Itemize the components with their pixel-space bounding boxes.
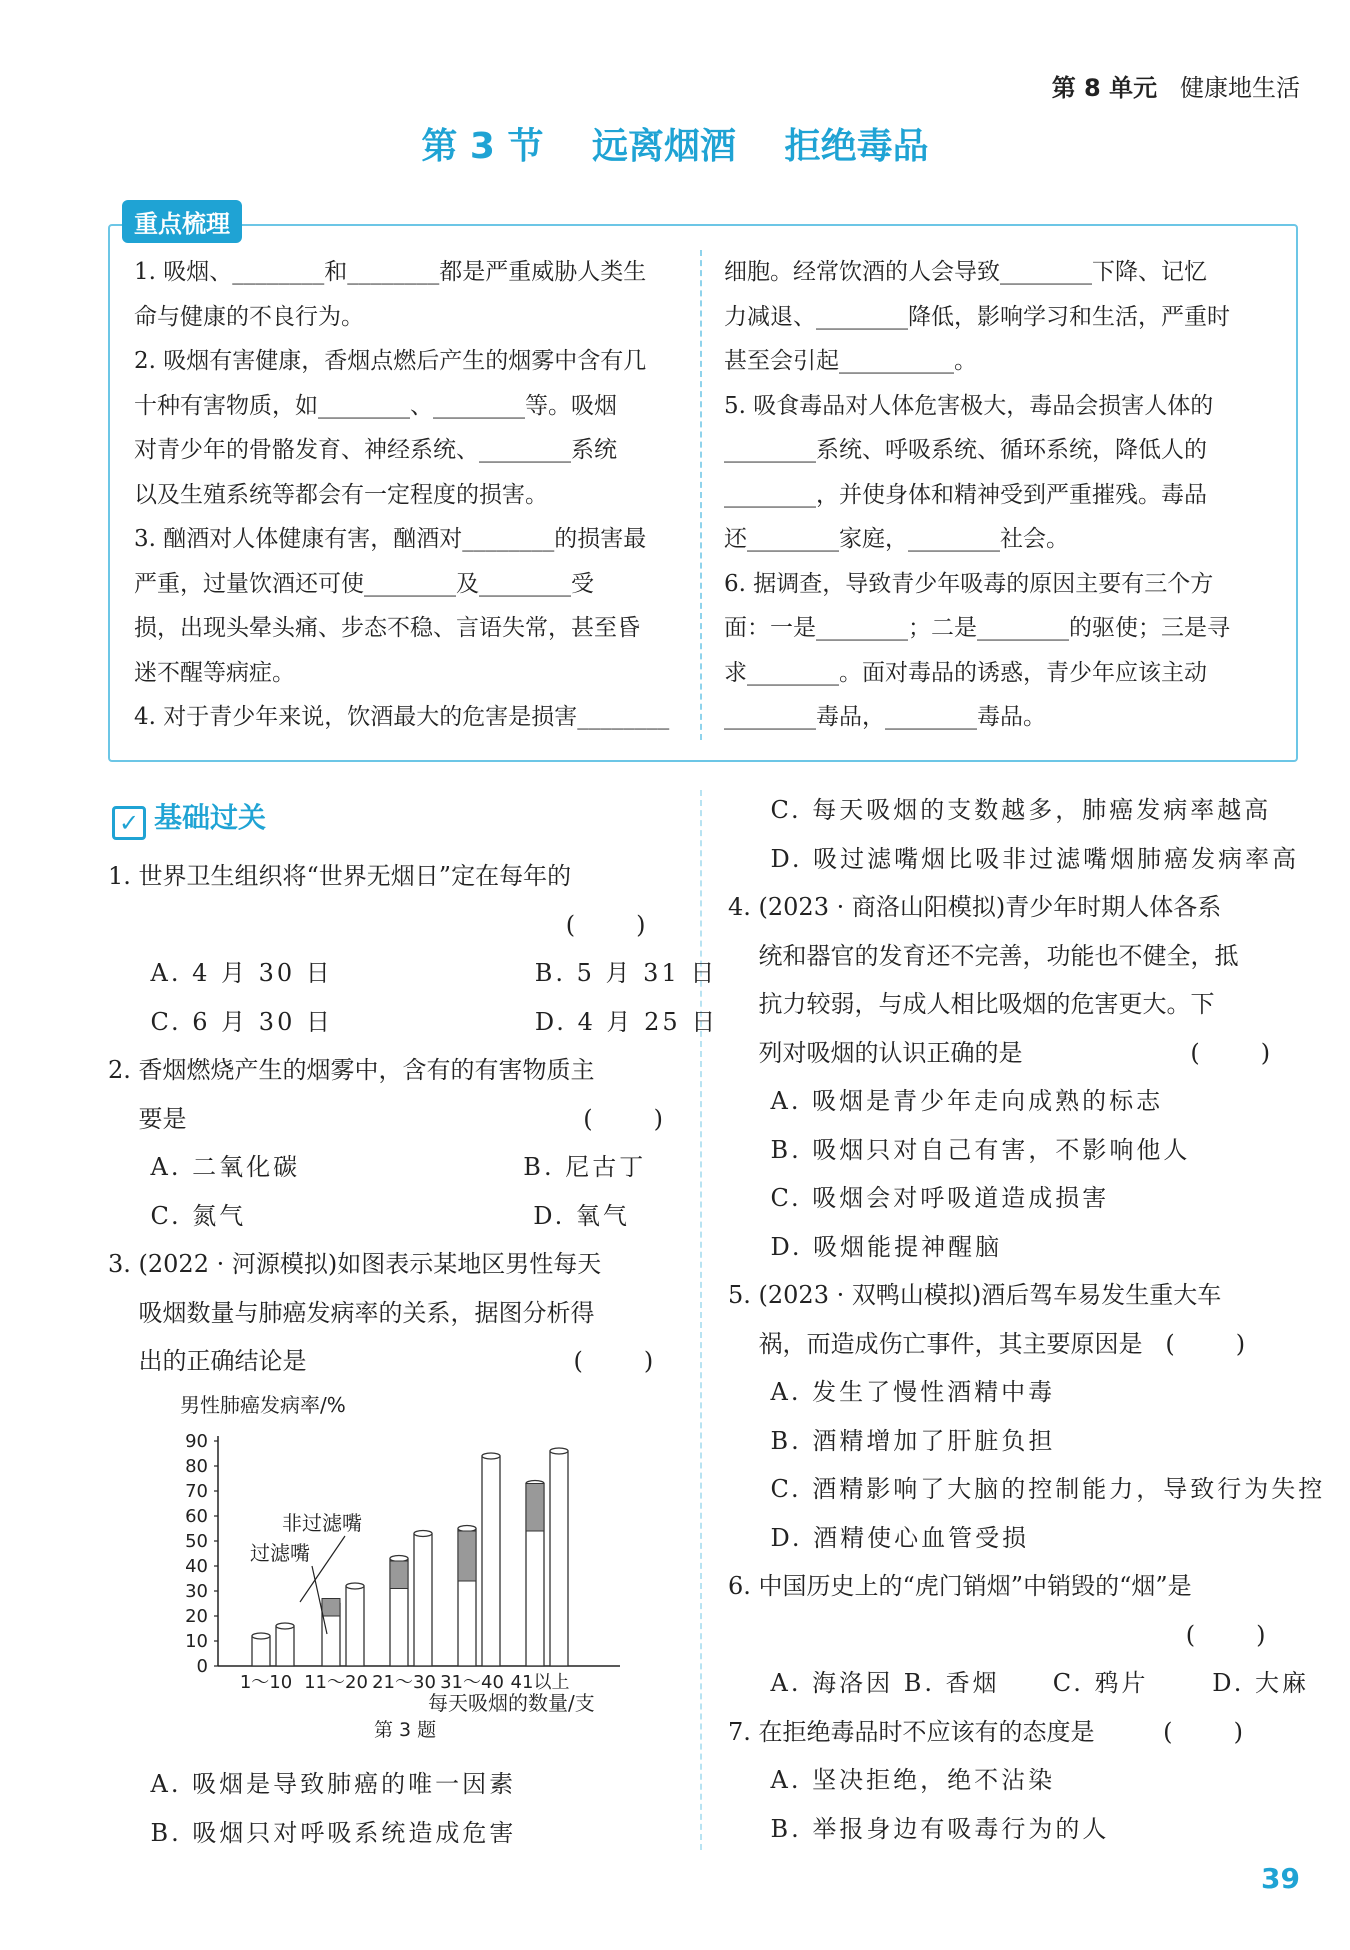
y-tick-label: 0 xyxy=(196,1656,208,1677)
page-number: 39 xyxy=(1261,1862,1300,1895)
right-questions xyxy=(728,786,1326,1853)
option-line: A. 发生了慢性酒精中毒 xyxy=(728,1378,1056,1406)
option-line: C. 氮气 D. 氧气 xyxy=(108,1201,630,1230)
column-divider xyxy=(700,790,702,1850)
kp-line: 力减退、________降低，影响学习和生活，严重时 xyxy=(724,303,1230,330)
unit-title: 健康地生活 xyxy=(1180,74,1300,102)
lung-cancer-chart xyxy=(150,1388,650,1738)
bar-top xyxy=(550,1448,568,1454)
page-title xyxy=(0,118,1350,169)
y-tick-label: 40 xyxy=(185,1556,208,1577)
y-tick-label: 20 xyxy=(185,1606,208,1627)
kp-line: ________，并使身体和精神受到严重摧残。毒品 xyxy=(724,481,1207,508)
bar-top xyxy=(276,1623,294,1629)
question-line: 7. 在拒绝毒品时不应该有的态度是 ( ) xyxy=(728,1717,1243,1746)
option-line: A. 坚决拒绝，绝不沾染 xyxy=(728,1766,1056,1794)
y-tick-label: 60 xyxy=(185,1506,208,1527)
kp-line: 4. 对于青少年来说，饮酒最大的危害是损害________ xyxy=(134,704,670,730)
bar-filter xyxy=(252,1636,270,1666)
x-category-label: 41以上 xyxy=(510,1672,570,1693)
unit-number: 第 8 单元 xyxy=(1051,74,1158,102)
kp-line: 细胞。经常饮酒的人会导致________下降、记忆 xyxy=(724,259,1207,285)
title-part1: 远离烟酒 xyxy=(592,126,737,167)
option-line: D. 酒精使心血管受损 xyxy=(728,1523,1030,1552)
question-line: 6. 中国历史上的“虎门销烟”中销毁的“烟”是 xyxy=(728,1572,1192,1600)
option-line: C. 酒精影响了大脑的控制能力，导致行为失控 xyxy=(728,1475,1326,1503)
option-line: A. 二氧化碳 B. 尼古丁 xyxy=(108,1153,647,1181)
bar-nonfilter xyxy=(276,1626,294,1666)
legend-label-nonfilter: 非过滤嘴 xyxy=(282,1511,362,1535)
y-tick-label: 90 xyxy=(185,1431,208,1452)
chart-ylabel: 男性肺癌发病率/% xyxy=(180,1393,346,1417)
question-line: 统和器官的发育还不完善，功能也不健全，抵 xyxy=(728,941,1239,970)
section-number: 第 3 节 xyxy=(421,126,544,167)
question-line: 4. (2023 · 商洛山阳模拟)青少年时期人体各系 xyxy=(728,893,1222,921)
bar-nonfilter xyxy=(414,1534,432,1667)
question-line: 3. (2022 · 河源模拟)如图表示某地区男性每天 xyxy=(108,1250,602,1278)
option-line: B. 酒精增加了肝脏负担 xyxy=(728,1426,1056,1455)
bar-nonfilter xyxy=(482,1456,500,1666)
x-category-label: 21～30 xyxy=(372,1672,436,1693)
key-points-tag: 重点梳理 xyxy=(122,200,242,243)
option-line: B. 吸烟只对自己有害，不影响他人 xyxy=(728,1135,1191,1164)
checkbox-icon: ✓ xyxy=(112,806,146,840)
question-line: 列对吸烟的认识正确的是 ( ) xyxy=(728,1038,1271,1067)
bar-shaded-band xyxy=(322,1599,340,1617)
kp-line: 1. 吸烟、________和________都是严重威胁人类生 xyxy=(134,259,647,285)
bar-nonfilter xyxy=(550,1451,568,1666)
basics-label: 基础过关 xyxy=(154,801,267,834)
question-line: 祸，而造成伤亡事件，其主要原因是 ( ) xyxy=(728,1329,1246,1358)
title-part2: 拒绝毒品 xyxy=(784,126,929,167)
question-line: 抗力较弱，与成人相比吸烟的危害更大。下 xyxy=(728,990,1215,1018)
kp-line: 损，出现头晕头痛、步态不稳、言语失常，甚至昏 xyxy=(134,615,640,641)
y-tick-label: 50 xyxy=(185,1531,208,1552)
kp-line: 迷不醒等病症。 xyxy=(134,659,295,686)
option-line: A. 海洛因 B. 香烟 C. 鸦片 D. 大麻 xyxy=(728,1669,1309,1697)
kp-line: 十种有害物质，如________、________等。吸烟 xyxy=(134,392,617,419)
bar-shaded-band xyxy=(458,1531,476,1581)
option-line: A. 吸烟是导致肺癌的唯一因素 xyxy=(108,1770,517,1798)
bar-top xyxy=(414,1531,432,1537)
y-tick-label: 80 xyxy=(185,1456,208,1477)
kp-line: 面：一是________；二是________的驱使；三是寻 xyxy=(724,615,1230,641)
option-line: B. 吸烟只对呼吸系统造成危害 xyxy=(108,1818,517,1847)
bar-top xyxy=(346,1583,364,1589)
option-line: C. 吸烟会对呼吸道造成损害 xyxy=(728,1184,1110,1212)
left-questions xyxy=(108,852,719,1386)
question-line: 要是 ( ) xyxy=(108,1104,663,1133)
option-line: A. 4 月 30 日 B. 5 月 31 日 xyxy=(108,959,718,987)
x-category-label: 31～40 xyxy=(440,1672,504,1693)
question-line: 2. 香烟燃烧产生的烟雾中，含有的有害物质主 xyxy=(108,1056,595,1084)
kp-line: 以及生殖系统等都会有一定程度的损害。 xyxy=(134,481,548,508)
kp-line: 还________家庭，________社会。 xyxy=(724,526,1069,552)
question-line: 吸烟数量与肺癌发病率的关系，据图分析得 xyxy=(108,1298,595,1327)
legend-label-filter: 过滤嘴 xyxy=(250,1541,310,1565)
chart-caption: 第 3 题 xyxy=(374,1719,437,1738)
y-tick-label: 30 xyxy=(185,1581,208,1602)
question-line: ( ) xyxy=(728,1620,1266,1649)
option-line: D. 吸烟能提神醒脑 xyxy=(728,1232,1003,1261)
kp-line: 甚至会引起__________。 xyxy=(724,348,977,374)
bar-shaded-band xyxy=(390,1561,408,1589)
question-line: 1. 世界卫生组织将“世界无烟日”定在每年的 xyxy=(108,862,572,890)
bar-top xyxy=(252,1633,270,1639)
kp-line: 6. 据调查，导致青少年吸毒的原因主要有三个方 xyxy=(724,570,1214,597)
bar-shaded-band xyxy=(526,1484,544,1532)
question-line: 出的正确结论是 ( ) xyxy=(108,1347,654,1375)
kp-line: 对青少年的骨骼发育、神经系统、________系统 xyxy=(134,437,617,463)
kp-line: ________系统、呼吸系统、循环系统，降低人的 xyxy=(724,437,1207,463)
option-line: D. 吸过滤嘴烟比吸非过滤嘴烟肺癌发病率高 xyxy=(728,844,1300,873)
kp-line: 求________。面对毒品的诱惑，青少年应该主动 xyxy=(724,659,1207,686)
chart-xlabel: 每天吸烟的数量/支 xyxy=(428,1691,595,1715)
option-line: B. 举报身边有吸毒行为的人 xyxy=(728,1814,1110,1843)
left-questions-b xyxy=(108,1760,688,1857)
x-category-label: 1～10 xyxy=(239,1672,293,1693)
bar-nonfilter xyxy=(346,1586,364,1666)
kp-line: 严重，过量饮酒还可使________及________受 xyxy=(134,570,594,597)
key-points-right xyxy=(724,250,1284,740)
option-line: C. 每天吸烟的支数越多，肺癌发病率越高 xyxy=(728,796,1272,824)
question-line: 5. (2023 · 双鸭山模拟)酒后驾车易发生重大车 xyxy=(728,1281,1222,1309)
kp-line: 3. 酗酒对人体健康有害，酗酒对________的损害最 xyxy=(134,526,647,552)
key-points-left xyxy=(134,250,694,740)
kp-line: ________毒品，________毒品。 xyxy=(724,704,1046,730)
y-tick-label: 10 xyxy=(185,1631,208,1652)
kp-line: 2. 吸烟有害健康，香烟点燃后产生的烟雾中含有几 xyxy=(134,348,647,374)
question-line: ( ) xyxy=(108,910,646,939)
kp-line: 命与健康的不良行为。 xyxy=(134,303,364,330)
unit-header xyxy=(1052,68,1300,103)
key-points-divider xyxy=(700,250,702,740)
option-line: A. 吸烟是青少年走向成熟的标志 xyxy=(728,1087,1164,1115)
basics-tag xyxy=(112,796,266,840)
option-line: C. 6 月 30 日 D. 4 月 25 日 xyxy=(108,1007,719,1036)
y-tick-label: 70 xyxy=(185,1481,208,1502)
x-category-label: 11～20 xyxy=(304,1672,368,1693)
bar-top xyxy=(482,1453,500,1459)
kp-line: 5. 吸食毒品对人体危害极大，毒品会损害人体的 xyxy=(724,392,1214,419)
